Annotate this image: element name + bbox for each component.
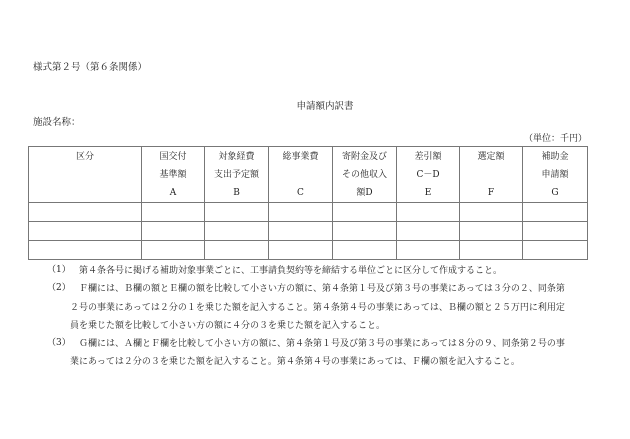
table-cell[interactable] [269, 241, 333, 260]
note-text: ２号の事業にあっては２分の１を乗じた額を記入すること。第４条第４号の事業にあっては、Ｂ欄の額と２５万円に利用定 [70, 302, 565, 313]
note-2 [0, 280, 630, 335]
table-cell[interactable] [523, 222, 588, 241]
table-cell[interactable] [397, 222, 460, 241]
note-text: Ｇ欄には、Ａ欄とＦ欄を比較して小さい方の額に、第４条第１号及び第３号の事業にあっては８分の９、同条第２号の事 [79, 339, 565, 350]
note-text: Ｆ欄には、Ｂ欄の額とＥ欄の額を比較して小さい方の額に、第４条第１号及び第３号の事業にあっては３分の２、同条第 [79, 284, 565, 295]
table-cell[interactable] [333, 241, 397, 260]
unit-label: （単位：千円） [523, 134, 587, 144]
table-row [29, 203, 588, 222]
document-title-text: 申請額内訳書 [296, 101, 354, 112]
table-cell[interactable] [142, 241, 205, 260]
header-category: 区分 [29, 147, 142, 203]
note-text: 第４条各号に掲げる補助対象事業ごとに、工事請負契約等を締結する単位ごとに区分して作成すること。 [79, 266, 503, 276]
table-cell[interactable] [460, 241, 523, 260]
note-3 [0, 335, 630, 372]
table-cell[interactable] [205, 203, 269, 222]
breakdown-table [28, 146, 588, 260]
table-cell[interactable] [397, 203, 460, 222]
note-label: （2） [47, 283, 71, 294]
table-cell[interactable] [333, 203, 397, 222]
header-subsidy-request: 補助金 申請額 G [523, 147, 588, 203]
header-national-base-amount: 国交付 基準額 A [142, 147, 205, 203]
table-cell[interactable] [333, 222, 397, 241]
table-cell[interactable] [205, 222, 269, 241]
table-cell[interactable] [397, 241, 460, 260]
table-cell[interactable] [29, 222, 142, 241]
header-planned-expense: 対象経費 支出予定額 B [205, 147, 269, 203]
notes-section [0, 262, 630, 372]
header-donations-other-income: 寄附金及び その他収入 額D [333, 147, 397, 203]
table-cell[interactable] [269, 222, 333, 241]
table-cell[interactable] [205, 241, 269, 260]
header-selected-amount: 選定額 F [460, 147, 523, 203]
note-text: 業にあっては２分の３を乗じた額を記入すること。第４条第４号の事業にあっては、Ｆ欄の額を記入すること。 [70, 357, 520, 368]
table-row [29, 222, 588, 241]
table-cell[interactable] [523, 241, 588, 260]
document-title [0, 98, 630, 112]
table-cell[interactable] [460, 222, 523, 241]
header-total-cost: 総事業費 C [269, 147, 333, 203]
facility-name-label: 施設名称： [33, 117, 81, 128]
table-row [29, 241, 588, 260]
table-cell[interactable] [142, 222, 205, 241]
table-cell[interactable] [29, 203, 142, 222]
table-cell[interactable] [29, 241, 142, 260]
note-1 [0, 262, 630, 280]
note-text: 員を乗じた額を比較して小さい方の額に４分の３を乗じた額を記入すること。 [70, 320, 386, 331]
header-difference: 差引額 C－D E [397, 147, 460, 203]
note-label: （1） [47, 265, 71, 275]
note-label: （3） [47, 338, 71, 349]
form-number: 様式第２号（第６条関係） [33, 62, 148, 73]
table-cell[interactable] [523, 203, 588, 222]
table-cell[interactable] [142, 203, 205, 222]
table-cell[interactable] [269, 203, 333, 222]
table-cell[interactable] [460, 203, 523, 222]
table-header-row [29, 147, 588, 203]
